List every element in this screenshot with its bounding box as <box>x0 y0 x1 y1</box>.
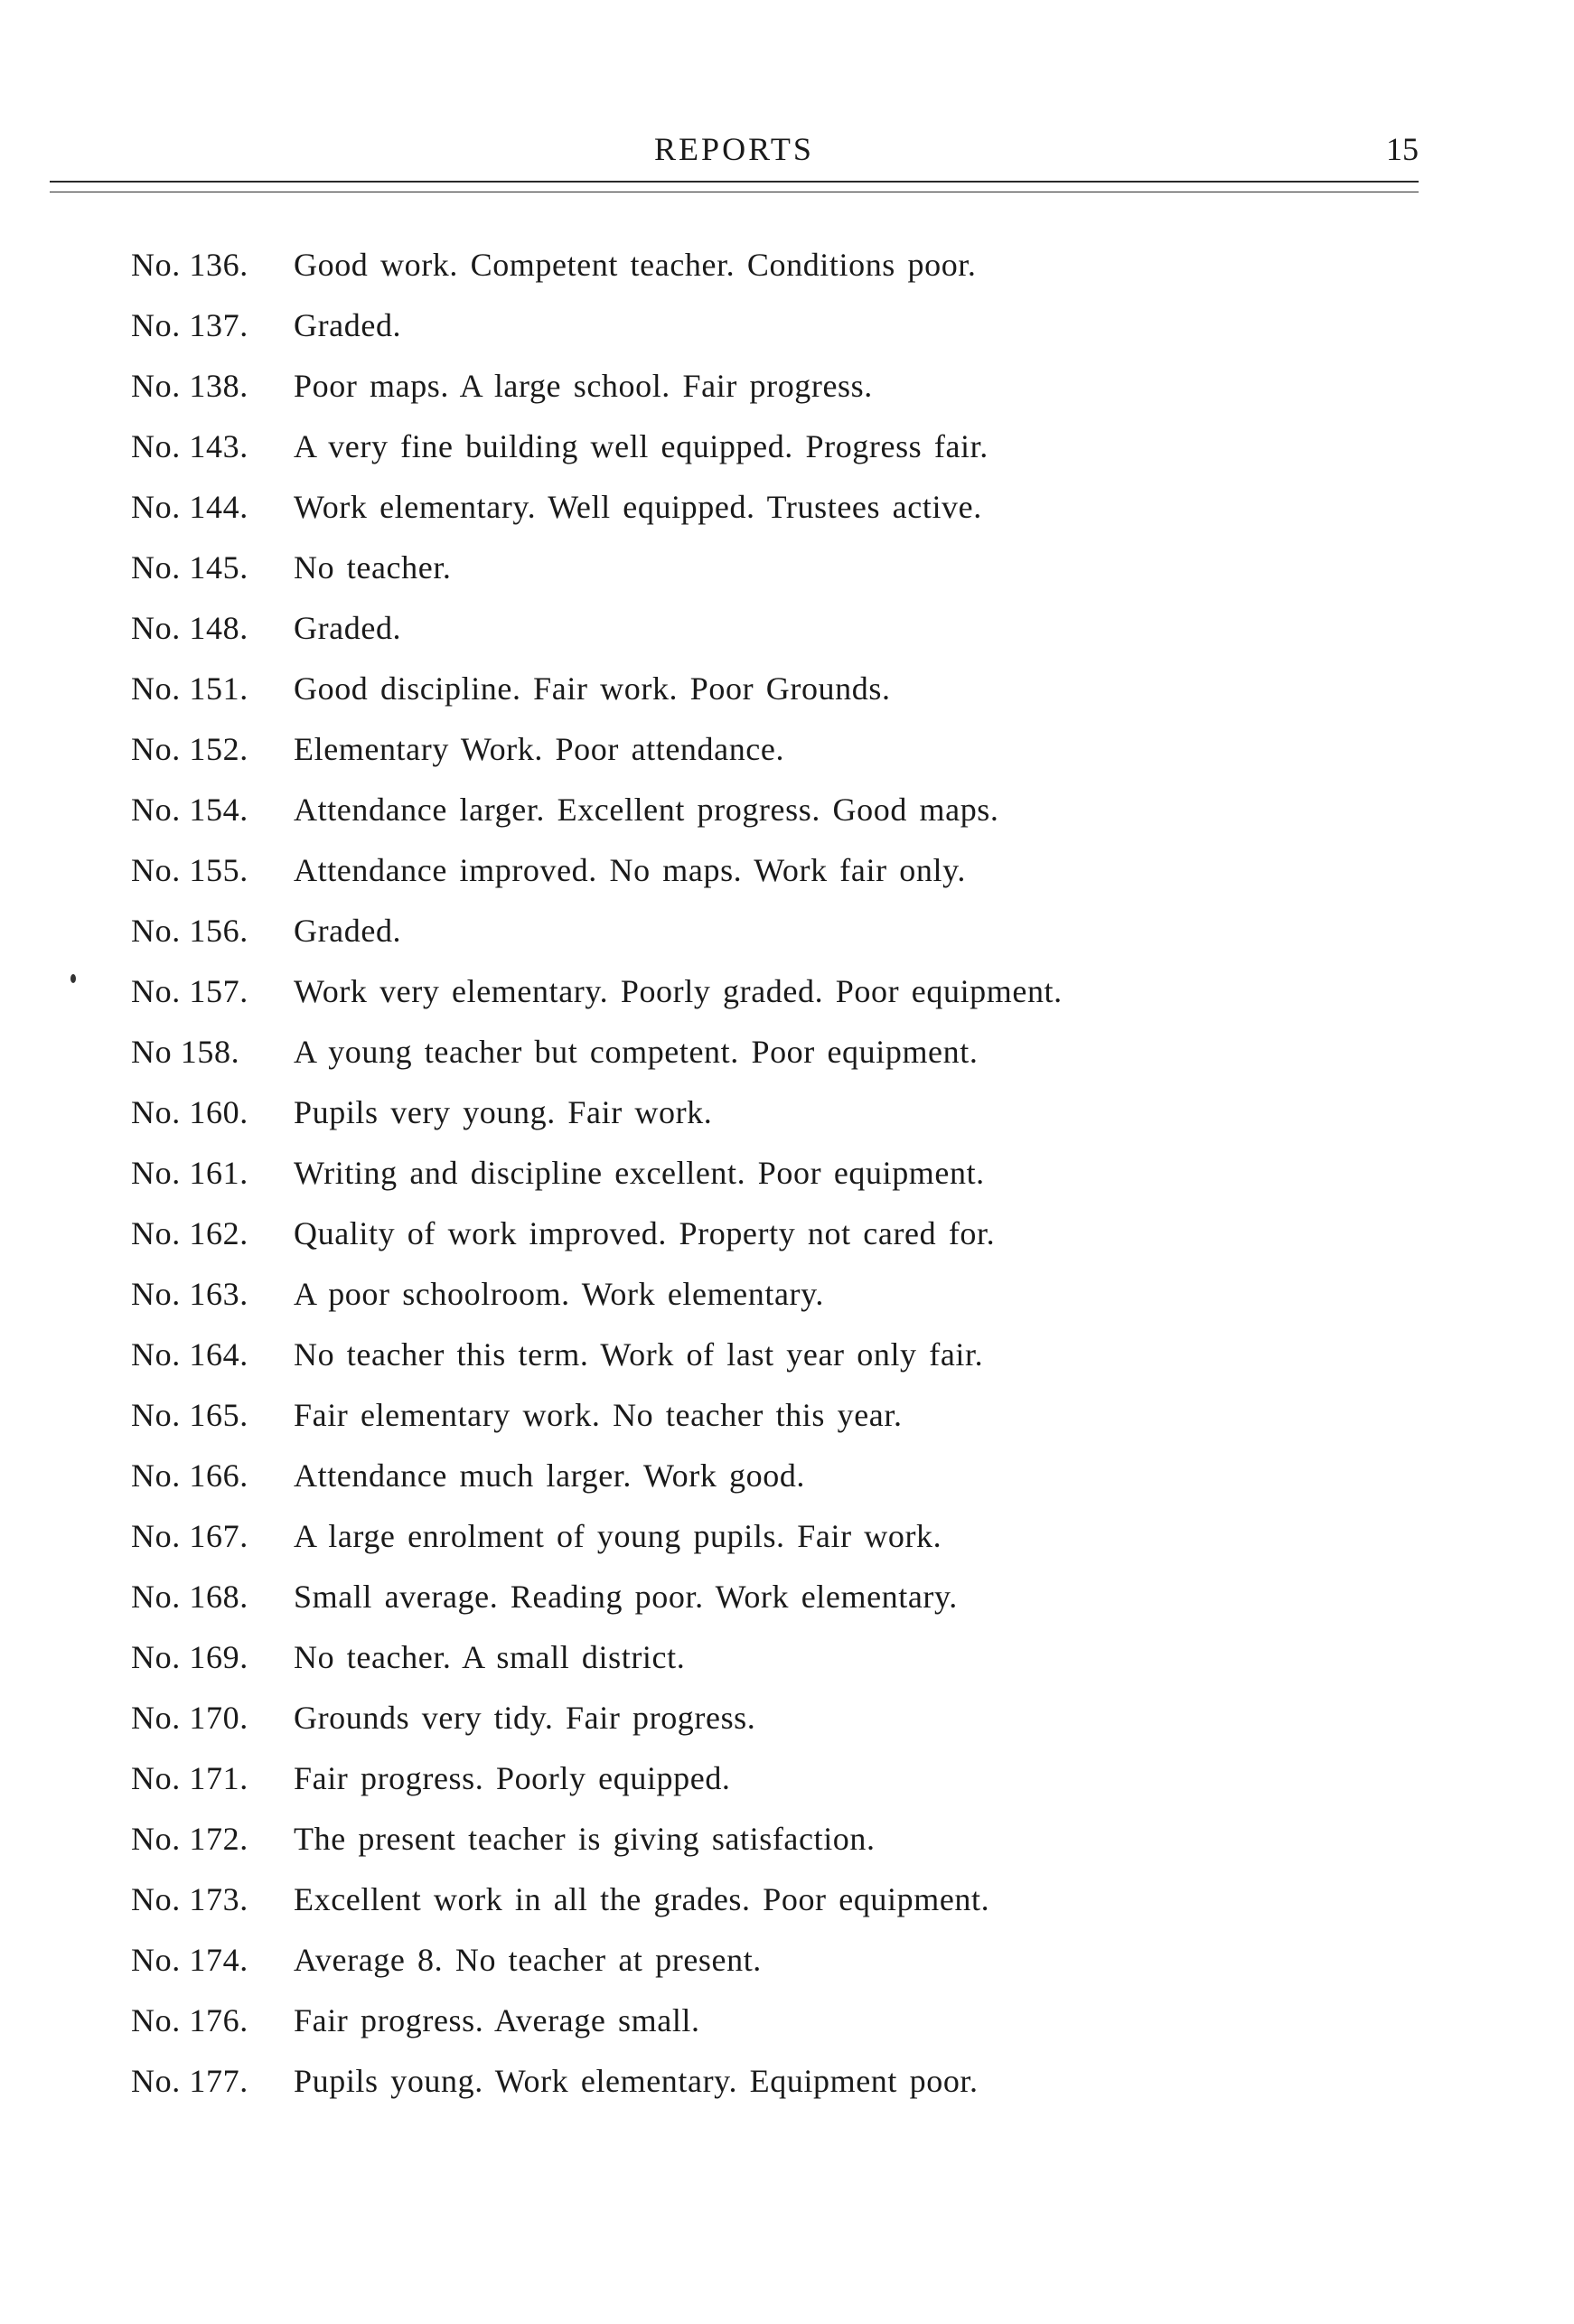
report-note: Quality of work improved. Property not cared for. <box>294 1215 996 1251</box>
report-note: Good discipline. Fair work. Poor Grounds. <box>294 670 891 707</box>
report-entry <box>131 1033 1414 1093</box>
school-number: No. 151. <box>131 670 248 707</box>
report-entry <box>131 1517 1414 1578</box>
report-note: Good work. Competent teacher. Conditions poor. <box>294 247 977 283</box>
school-number: No. 152. <box>131 731 248 767</box>
report-note: Writing and discipline excellent. Poor equipment. <box>294 1155 985 1191</box>
report-note: Elementary Work. Poor attendance. <box>294 731 785 767</box>
report-note: Graded. <box>294 913 402 949</box>
report-entry <box>131 1578 1414 1638</box>
report-entry <box>131 1214 1414 1275</box>
report-entry <box>131 1275 1414 1335</box>
school-number: No. 173. <box>131 1881 248 1917</box>
school-number: No. 162. <box>131 1215 248 1251</box>
report-note: Excellent work in all the grades. Poor equipment. <box>294 1881 990 1917</box>
school-number: No. 165. <box>131 1397 248 1433</box>
report-entry <box>131 1941 1414 2001</box>
school-number: No. 144. <box>131 489 248 525</box>
report-entry <box>131 1880 1414 1941</box>
report-entry <box>131 972 1414 1033</box>
school-number: No. 166. <box>131 1457 248 1494</box>
report-entry <box>131 670 1414 730</box>
report-entry <box>131 851 1414 912</box>
report-entry <box>131 1820 1414 1880</box>
report-note: Attendance much larger. Work good. <box>294 1457 806 1494</box>
report-note: Graded. <box>294 307 402 343</box>
school-number: No. 160. <box>131 1094 248 1130</box>
report-entry <box>131 609 1414 670</box>
report-note: Attendance larger. Excellent progress. Good maps. <box>294 792 999 828</box>
page-number: 15 <box>1386 131 1419 167</box>
report-entry <box>131 912 1414 972</box>
school-number: No. 156. <box>131 913 248 949</box>
report-entry <box>131 488 1414 548</box>
report-note: Fair progress. Average small. <box>294 2002 700 2038</box>
school-number: No. 168. <box>131 1579 248 1615</box>
report-entry <box>131 791 1414 851</box>
report-note: Average 8. No teacher at present. <box>294 1942 762 1978</box>
report-note: Work elementary. Well equipped. Trustees active. <box>294 489 982 525</box>
school-number: No. 155. <box>131 852 248 888</box>
school-number: No. 143. <box>131 428 248 464</box>
school-number: No 158. <box>131 1034 240 1070</box>
report-note: Work very elementary. Poorly graded. Poor equipment. <box>294 973 1063 1009</box>
report-note: No teacher. A small district. <box>294 1639 686 1675</box>
school-number: No. 164. <box>131 1336 248 1373</box>
report-note: Fair elementary work. No teacher this year. <box>294 1397 903 1433</box>
running-head: REPORTS <box>654 131 814 167</box>
report-entry <box>131 1457 1414 1517</box>
report-note: The present teacher is giving satisfaction. <box>294 1821 876 1857</box>
school-number: No. 172. <box>131 1821 248 1857</box>
report-entry <box>131 1154 1414 1214</box>
report-note: No teacher. <box>294 549 452 586</box>
report-note: A large enrolment of young pupils. Fair work. <box>294 1518 942 1554</box>
school-number: No. 171. <box>131 1760 248 1796</box>
report-note: Fair progress. Poorly equipped. <box>294 1760 731 1796</box>
school-number: No. 136. <box>131 247 248 283</box>
report-note: A very fine building well equipped. Progress fair. <box>294 428 988 464</box>
report-entry <box>131 730 1414 791</box>
report-note: Attendance improved. No maps. Work fair only. <box>294 852 966 888</box>
page-header <box>50 127 1419 172</box>
report-note: Pupils very young. Fair work. <box>294 1094 713 1130</box>
report-note: Pupils young. Work elementary. Equipment poor. <box>294 2063 979 2099</box>
report-entry <box>131 2062 1414 2123</box>
report-note: A poor schoolroom. Work elementary. <box>294 1276 824 1312</box>
ink-speck <box>70 974 76 983</box>
report-entry <box>131 427 1414 488</box>
school-number: No. 167. <box>131 1518 248 1554</box>
school-number: No. 177. <box>131 2063 248 2099</box>
report-entry <box>131 548 1414 609</box>
school-number: No. 148. <box>131 610 248 646</box>
report-note: No teacher this term. Work of last year only fair. <box>294 1336 984 1373</box>
report-note: Graded. <box>294 610 402 646</box>
school-number: No. 176. <box>131 2002 248 2038</box>
school-number: No. 138. <box>131 368 248 404</box>
report-entry <box>131 1396 1414 1457</box>
report-entry <box>131 1638 1414 1699</box>
school-number: No. 174. <box>131 1942 248 1978</box>
school-number: No. 154. <box>131 792 248 828</box>
report-note: Small average. Reading poor. Work elementary. <box>294 1579 958 1615</box>
school-number: No. 157. <box>131 973 248 1009</box>
school-number: No. 145. <box>131 549 248 586</box>
report-note: Grounds very tidy. Fair progress. <box>294 1700 756 1736</box>
report-entry <box>131 2001 1414 2062</box>
report-entry <box>131 1093 1414 1154</box>
school-number: No. 169. <box>131 1639 248 1675</box>
report-note: A young teacher but competent. Poor equipment. <box>294 1034 979 1070</box>
header-rule-top <box>50 181 1419 183</box>
school-report-list <box>131 246 1414 2123</box>
school-number: No. 163. <box>131 1276 248 1312</box>
report-note: Poor maps. A large school. Fair progress. <box>294 368 873 404</box>
report-entry <box>131 1759 1414 1820</box>
report-entry <box>131 367 1414 427</box>
report-entry <box>131 1699 1414 1759</box>
school-number: No. 170. <box>131 1700 248 1736</box>
school-number: No. 161. <box>131 1155 248 1191</box>
report-entry <box>131 1335 1414 1396</box>
report-entry <box>131 246 1414 306</box>
school-number: No. 137. <box>131 307 248 343</box>
report-entry <box>131 306 1414 367</box>
